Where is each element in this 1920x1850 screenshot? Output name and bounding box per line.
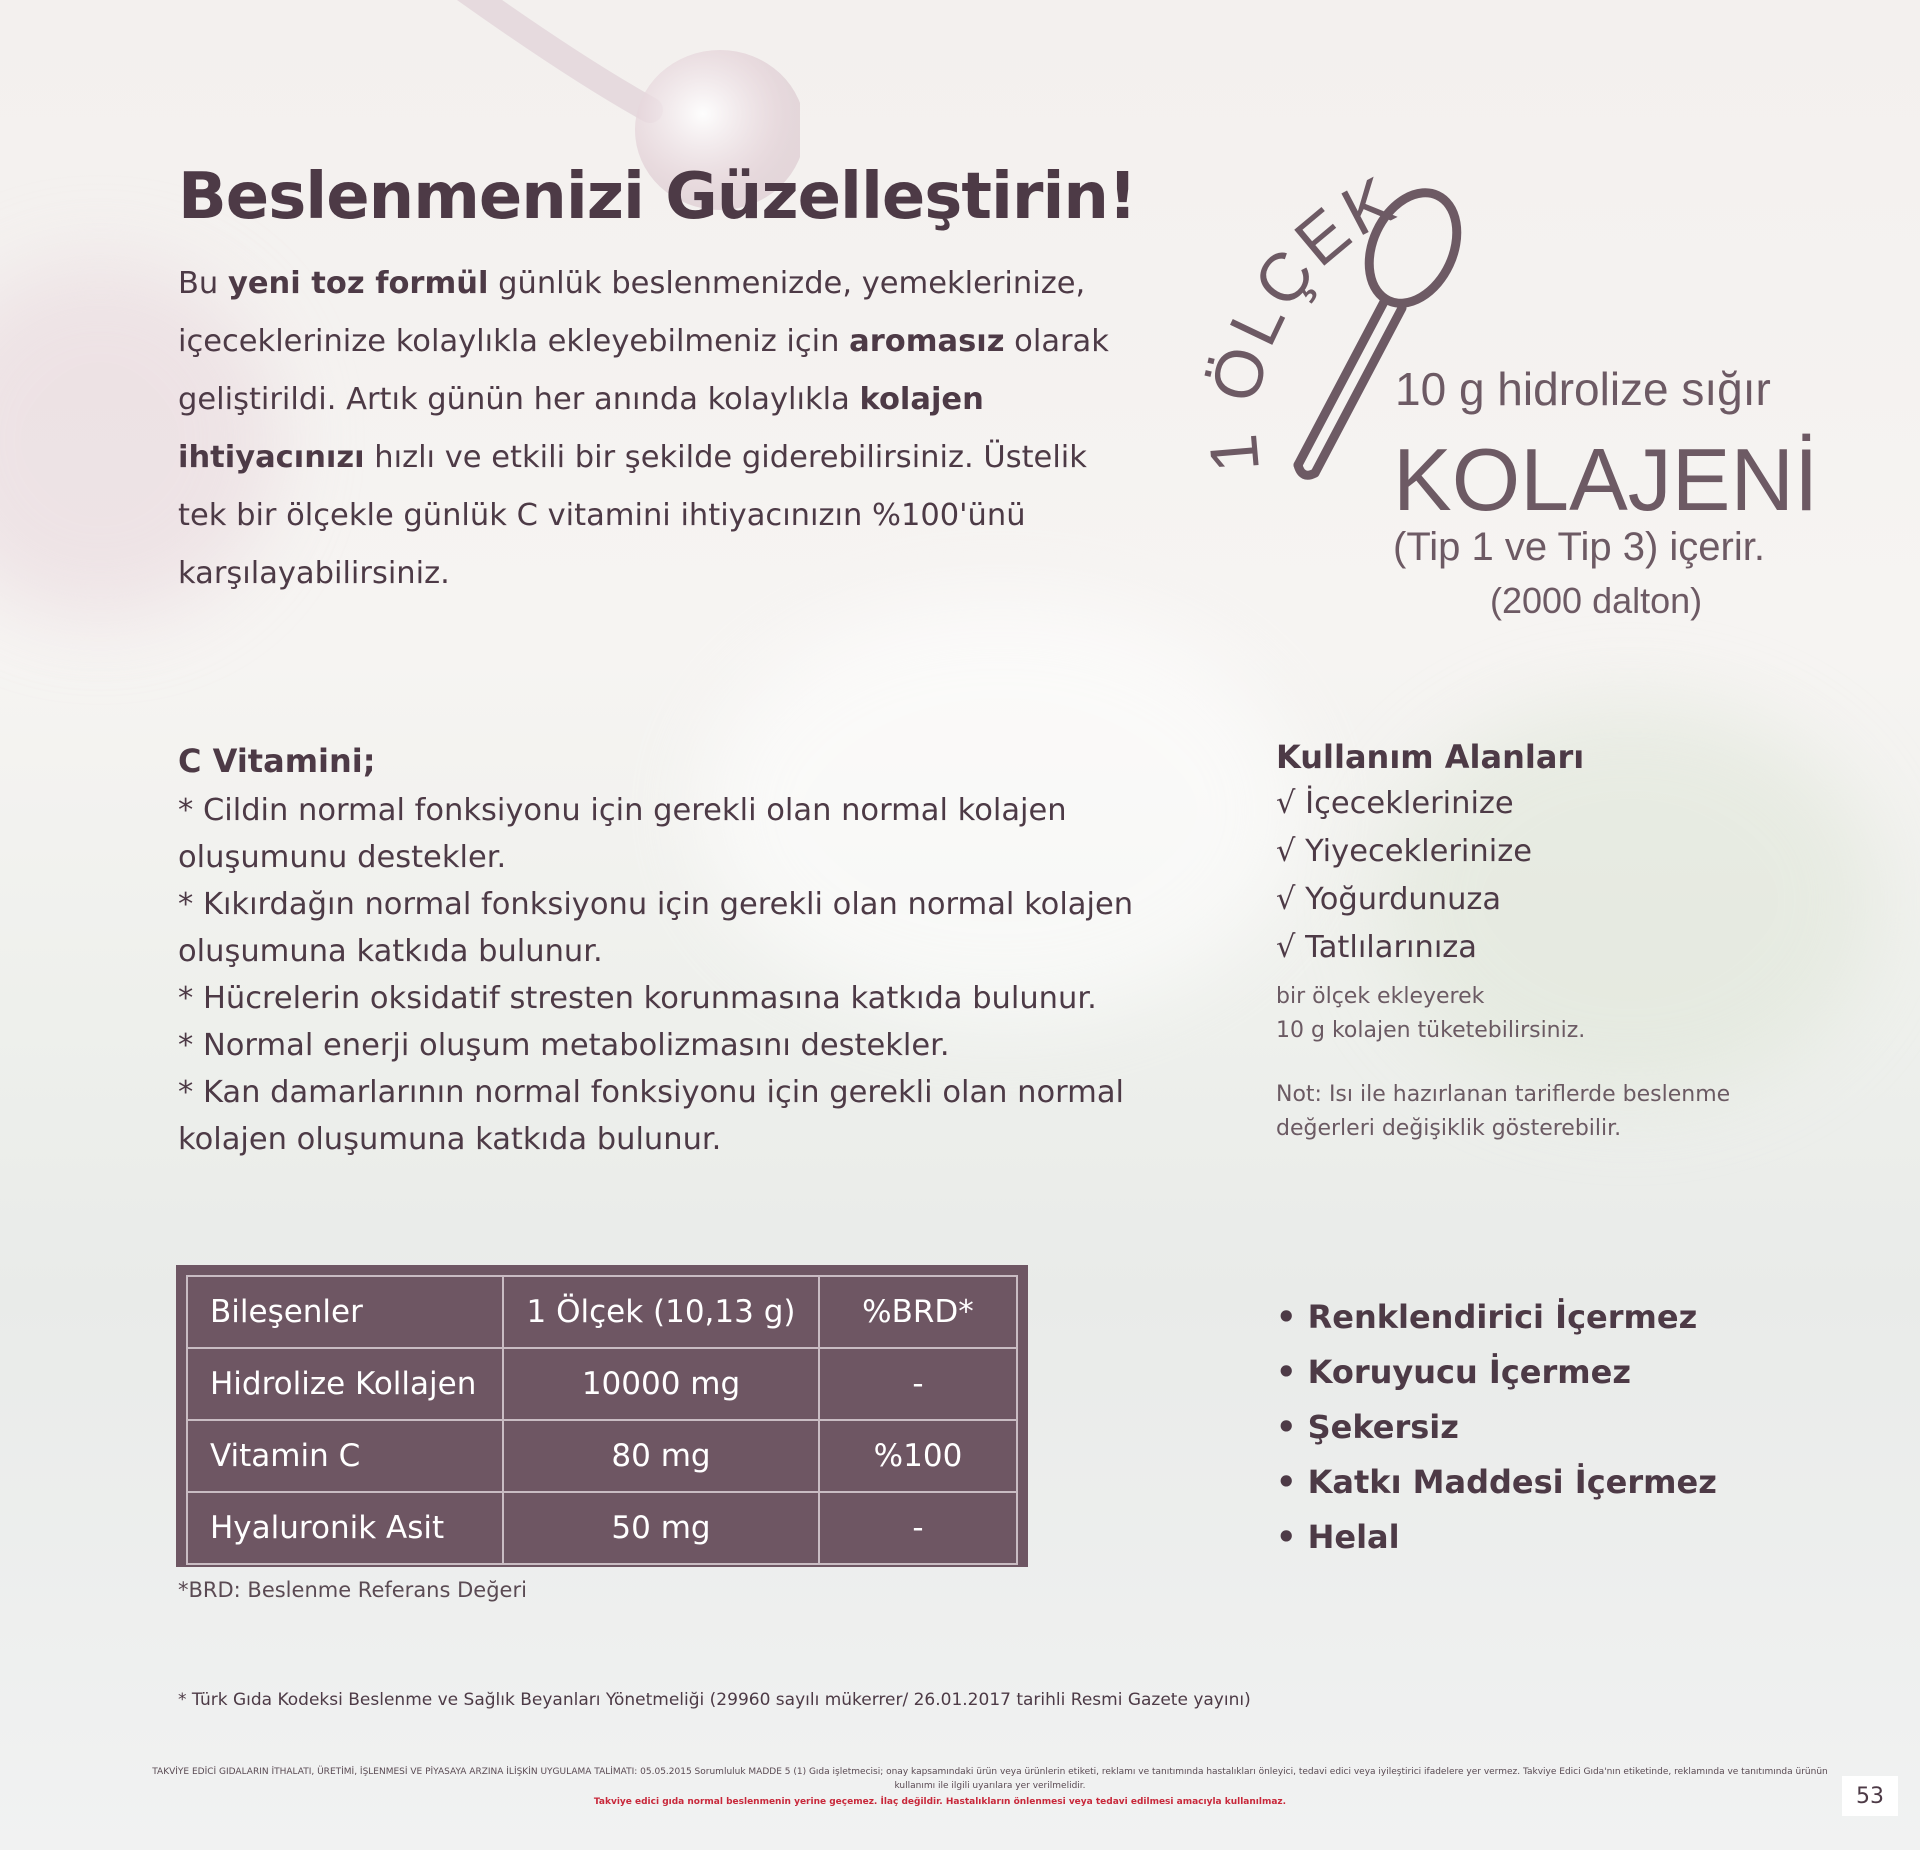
feature-item: • Koruyucu İçermez bbox=[1276, 1345, 1717, 1400]
brd-footnote: *BRD: Beslenme Referans Değeri bbox=[178, 1578, 527, 1602]
intro-text: Bu bbox=[178, 266, 228, 301]
legal-text: TAKVİYE EDİCİ GIDALARIN İTHALATI, ÜRETİMİ, İŞLENMESİ VE PİYASAYA ARZINA İLİŞKİN UYGULAMA TALİMATI: 05.05.2015 Sorumluluk MADDE 5 (1) Gıda işletmecisi; onay kapsamındaki ürün veya ürünlerin etiketi, reklamı ve tanıtımında hastalıkları önleyici, tedavi edici veya iyileştirici ifadelere yer vermez. Takviye Edici Gıda'nın etiketinde, reklamında ve tanıtımında ürünün kullanımı ile ilgili uyarılara yer verilmelidir. bbox=[152, 1767, 1828, 1791]
scoop-line-collagen: KOLAJENİ bbox=[1393, 430, 1819, 529]
table-row bbox=[187, 1492, 1017, 1564]
table-cell: Hidrolize Kollajen bbox=[187, 1348, 503, 1420]
vitamin-c-item: * Kan damarlarının normal fonksiyonu için gerekli olan normal kolajen oluşumuna katkıda bulunur. bbox=[178, 1075, 1125, 1157]
table-cell: - bbox=[819, 1492, 1017, 1564]
regulation-footnote: * Türk Gıda Kodeksi Beslenme ve Sağlık Beyanları Yönetmeliği (29960 sayılı mükerrer/ 26.01.2017 tarihli Resmi Gazete yayını) bbox=[178, 1690, 1251, 1710]
usage-note-line: Not: Isı ile hazırlanan tariflerde beslenme bbox=[1276, 1082, 1731, 1107]
legal-warning: Takviye edici gıda normal beslenmenin yerine geçemez. İlaç değildir. Hastalıkların önlenmesi veya tedavi edilmesi amacıyla kullanılmaz. bbox=[593, 1797, 1287, 1807]
usage-item: √ Yiyeceklerinize bbox=[1276, 834, 1532, 869]
scoop-line-collagen-amount: 10 g hidrolize sığır bbox=[1395, 363, 1771, 415]
vitamin-c-item: * Normal enerji oluşum metabolizmasını destekler. bbox=[178, 1028, 950, 1063]
page-headline: Beslenmenizi Güzelleştirin! bbox=[178, 160, 1137, 234]
intro-text: hızlı ve etkili bir şekilde giderebilirsiniz. Üstelik tek bir ölçekle günlük C vitamini ihtiyacınızın %100'ünü karşılayabilirsiniz. bbox=[178, 440, 1087, 591]
feature-item: • Şekersiz bbox=[1276, 1400, 1717, 1455]
usage-title: Kullanım Alanları bbox=[1276, 738, 1585, 776]
scoop-line-dalton: (2000 dalton) bbox=[1490, 580, 1703, 621]
feature-list bbox=[1276, 1290, 1717, 1565]
table-row bbox=[187, 1420, 1017, 1492]
table-cell: Hyaluronik Asit bbox=[187, 1492, 503, 1564]
nutrition-table bbox=[186, 1275, 1018, 1565]
intro-paragraph bbox=[178, 255, 1138, 603]
usage-section bbox=[1276, 738, 1836, 1146]
vitamin-c-item: * Cildin normal fonksiyonu için gerekli olan normal kolajen oluşumunu destekler. bbox=[178, 793, 1067, 875]
table-header-row bbox=[187, 1276, 1017, 1348]
intro-emphasis: yeni toz formül bbox=[227, 266, 489, 301]
feature-item: • Renklendirici İçermez bbox=[1276, 1290, 1717, 1345]
vitamin-c-section bbox=[178, 738, 1178, 1163]
usage-item: √ Yoğurdunuza bbox=[1276, 882, 1502, 917]
table-cell: 10000 mg bbox=[503, 1348, 819, 1420]
usage-note-line: değerleri değişiklik gösterebilir. bbox=[1276, 1116, 1622, 1141]
table-cell: 50 mg bbox=[503, 1492, 819, 1564]
table-cell: Vitamin C bbox=[187, 1420, 503, 1492]
usage-note bbox=[1276, 1078, 1836, 1146]
usage-sub-line: 10 g kolajen tüketebilirsiniz. bbox=[1276, 1018, 1586, 1043]
feature-item: • Katkı Maddesi İçermez bbox=[1276, 1455, 1717, 1510]
vitamin-c-item: * Kıkırdağın normal fonksiyonu için gerekli olan normal kolajen oluşumuna katkıda bulunur. bbox=[178, 887, 1134, 969]
intro-emphasis: kolajen ihtiyacınızı bbox=[178, 382, 984, 475]
table-row bbox=[187, 1348, 1017, 1420]
table-cell: - bbox=[819, 1348, 1017, 1420]
table-cell: %100 bbox=[819, 1420, 1017, 1492]
nutrition-table-frame bbox=[176, 1265, 1028, 1567]
table-header-cell: Bileşenler bbox=[187, 1276, 503, 1348]
usage-sub-text bbox=[1276, 980, 1836, 1048]
intro-text: olarak geliştirildi. Artık günün her anında kolaylıkla bbox=[178, 324, 1109, 417]
intro-emphasis: aromasız bbox=[849, 324, 1005, 359]
page-number: 53 bbox=[1842, 1776, 1898, 1816]
intro-text: günlük beslenmenizde, yemeklerinize, içeceklerinize kolaylıkla ekleyebilmeniz için bbox=[178, 266, 1086, 359]
vitamin-c-title: C Vitamini; bbox=[178, 742, 376, 780]
usage-item: √ Tatlılarınıza bbox=[1276, 930, 1477, 965]
table-cell: 80 mg bbox=[503, 1420, 819, 1492]
scoop-arc-text: 1 ÖLÇEK bbox=[1194, 160, 1409, 476]
usage-sub-line: bir ölçek ekleyerek bbox=[1276, 984, 1485, 1009]
vitamin-c-item: * Hücrelerin oksidatif stresten korunmasına katkıda bulunur. bbox=[178, 981, 1097, 1016]
feature-item: • Helal bbox=[1276, 1510, 1717, 1565]
usage-item: √ İçeceklerinize bbox=[1276, 786, 1514, 821]
table-header-cell: 1 Ölçek (10,13 g) bbox=[503, 1276, 819, 1348]
table-header-cell: %BRD* bbox=[819, 1276, 1017, 1348]
scoop-line-type: (Tip 1 ve Tip 3) içerir. bbox=[1393, 525, 1765, 569]
